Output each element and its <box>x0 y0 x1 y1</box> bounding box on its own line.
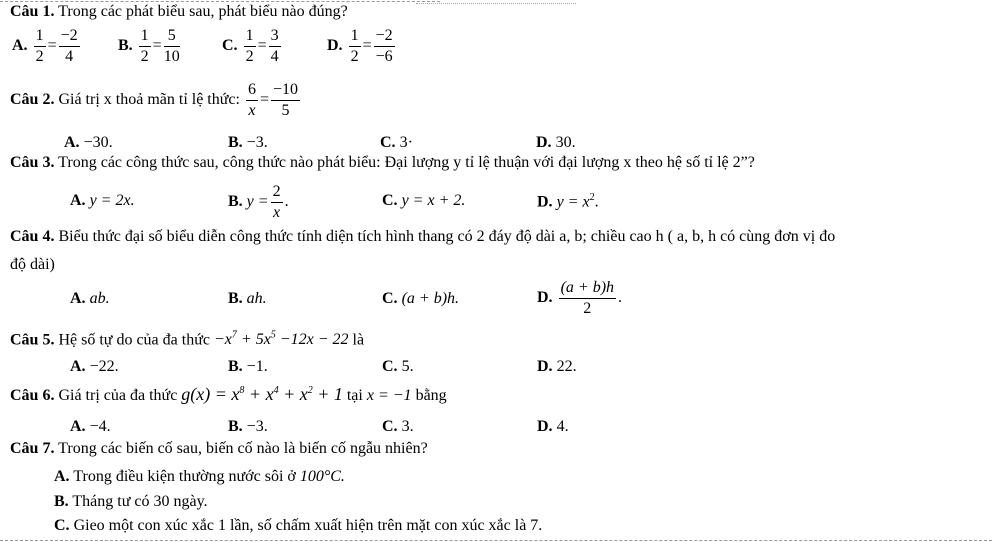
fraction: $\frac{-10}{5}$ <box>273 81 299 119</box>
option-a: A. ab. <box>70 290 110 307</box>
question-text: Giá trị của đa thức <box>58 387 178 404</box>
option-b: B. ah. <box>228 290 267 307</box>
option-c: C. (a + b)h. <box>382 290 460 307</box>
question-text: Trong các biến cố sau, biến cố nào là biến cố ngẫu nhiên? <box>58 440 428 457</box>
question-label: Câu 5. <box>10 331 55 349</box>
fraction: $\frac{5}{10}$ <box>163 27 180 65</box>
question-text: Biểu thức đại số biểu diễn công thức tính diện tích hình thang có 2 đáy độ dài a, b; chiều cao h ( a, b, h có cùng đơn vị đo <box>58 228 836 245</box>
fraction: $\frac{2}{x}$ <box>272 183 281 221</box>
option-b: B. −1. <box>228 358 268 375</box>
fraction: $\frac{1}{2}$ <box>245 27 254 65</box>
option-a: A. −22. <box>70 358 119 375</box>
option-label: A. <box>12 37 28 55</box>
option-c: C. 3· <box>380 134 413 151</box>
option-label: C. <box>222 37 238 55</box>
fraction: $\frac{3}{4}$ <box>270 27 279 65</box>
option-c: C. 3. <box>382 418 414 435</box>
option-b: B. y = $\frac{2}{x}$ . <box>228 183 289 221</box>
question-label: Câu 2. <box>10 91 55 109</box>
polynomial: $-x^7 + 5x^5 -12x - 22$ <box>213 330 349 349</box>
option-d: D. 22. <box>537 358 577 375</box>
option-d: D. $\frac{(a + b)h}{2}$ . <box>537 279 623 317</box>
fraction: $\frac{1}{2}$ <box>35 27 44 65</box>
bottom-divider <box>0 540 992 541</box>
question-label: Câu 1. <box>10 3 55 20</box>
top-dotted-divider <box>416 3 576 4</box>
option-b: B. −3. <box>228 134 268 151</box>
option-b: B. −3. <box>228 418 268 435</box>
polynomial: $g(x) = x^8 + x^4 + x^2 + 1$ <box>181 384 343 404</box>
option-d: D. $y = x^2$. <box>537 192 599 211</box>
fraction: $\frac{6}{x}$ <box>247 81 256 119</box>
option-d: D. $\frac{1}{2}$ = $\frac{-2}{-6}$ <box>327 27 393 65</box>
option-a: A. y = 2x. <box>70 192 135 209</box>
option-c: C. y = x + 2. <box>382 192 466 209</box>
option-d: D. 30. <box>536 134 576 151</box>
question-text: Hệ số tự do của đa thức <box>58 331 210 349</box>
question-label: Câu 3. <box>10 154 55 171</box>
option-d: D. 4. <box>537 418 569 435</box>
fraction: $\frac{1}{2}$ <box>140 27 149 65</box>
question-text: Trong các công thức sau, công thức nào phát biểu: Đại lượng y tỉ lệ thuận với đại lượng x theo hệ số tỉ lệ 2”? <box>58 154 755 171</box>
option-a: A. −30. <box>64 134 113 151</box>
top-divider <box>0 1 440 2</box>
option-a: A. $\frac{1}{2}$ = $\frac{-2}{4}$ <box>12 27 78 65</box>
fraction: $\frac{1}{2}$ <box>350 27 359 65</box>
question-label: Câu 6. <box>10 387 55 404</box>
option-b: B. $\frac{1}{2}$ = $\frac{5}{10}$ <box>118 27 180 65</box>
option-label: B. <box>118 37 133 55</box>
option-c: C. $\frac{1}{2}$ = $\frac{3}{4}$ <box>222 27 279 65</box>
question-label: Câu 4. <box>10 228 55 245</box>
fraction: $\frac{-2}{-6}$ <box>375 27 393 65</box>
option-label: D. <box>327 37 343 55</box>
question-text: Trong các phát biểu sau, phát biểu nào đúng? <box>58 3 348 20</box>
option-a: A. −4. <box>70 418 111 435</box>
option-c: C. 5. <box>382 358 414 375</box>
fraction: $\frac{(a + b)h}{2}$ <box>560 279 615 317</box>
question-text: Giá trị x thoả mãn tỉ lệ thức: <box>58 91 240 109</box>
question-label: Câu 7. <box>10 440 55 457</box>
fraction: $\frac{-2}{4}$ <box>60 27 78 65</box>
